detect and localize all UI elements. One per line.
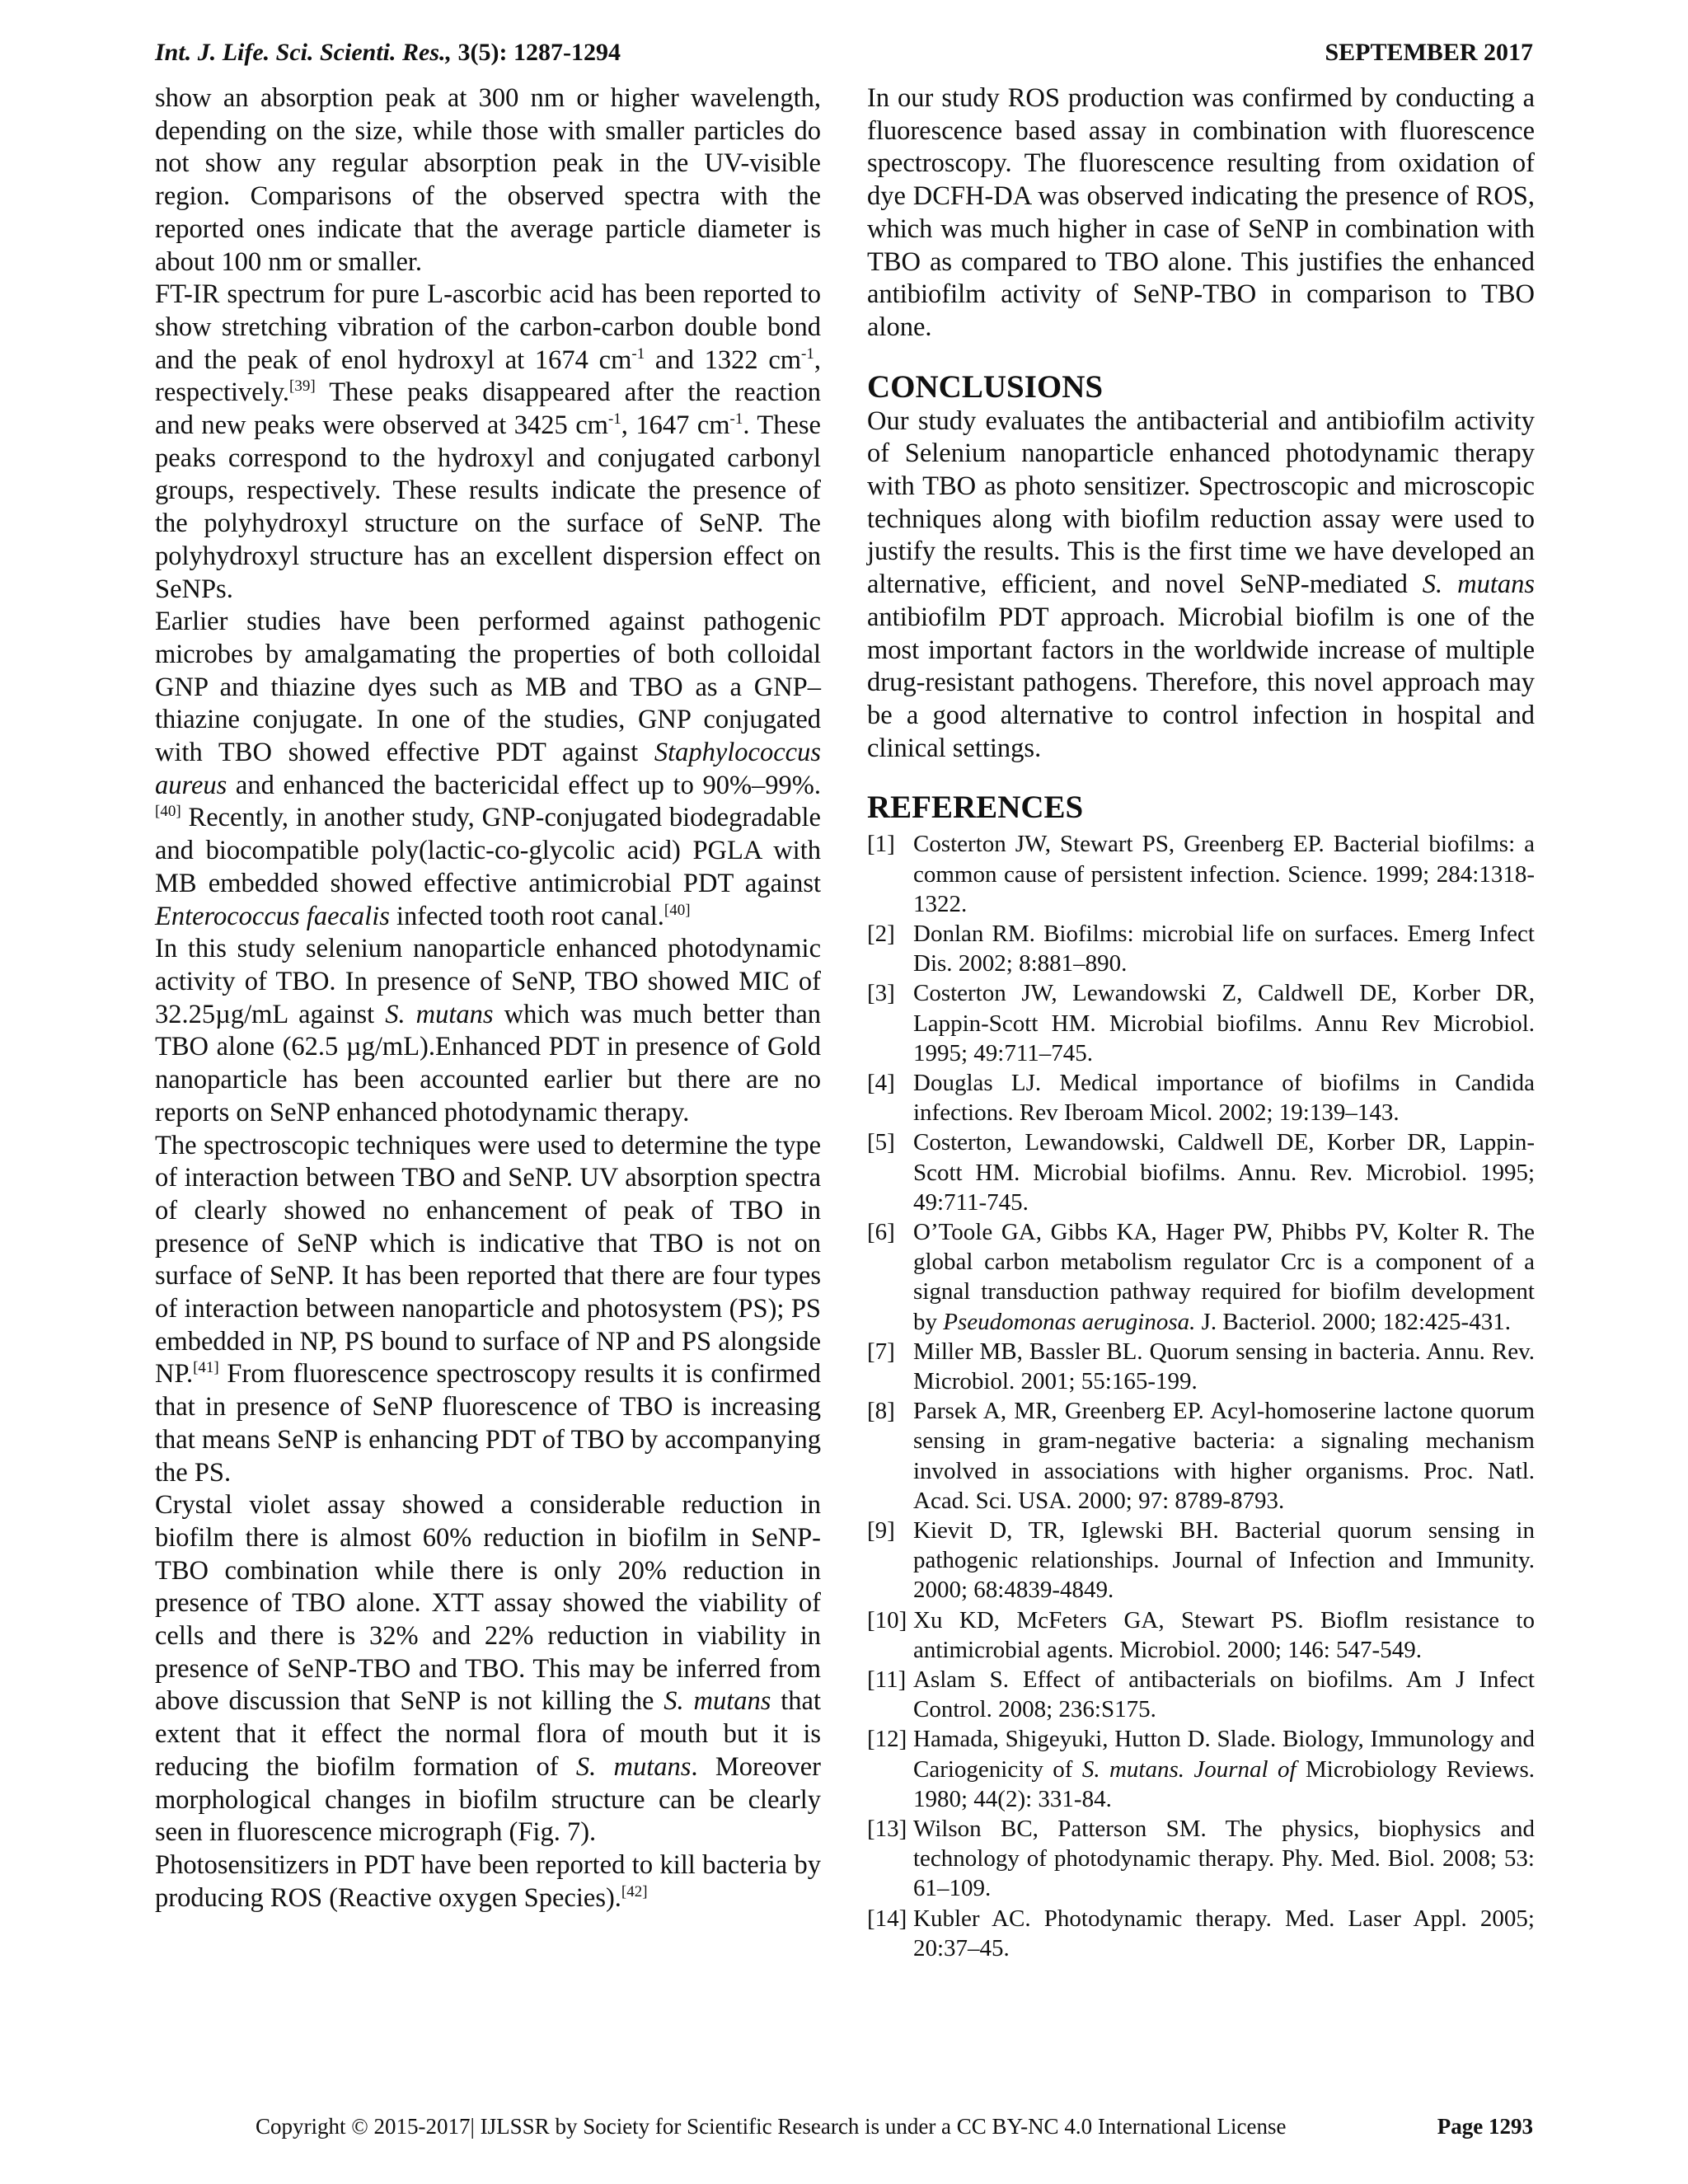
reference-item [867,1217,1535,1337]
reference-number: [10] [867,1606,907,1633]
reference-number: [6] [867,1219,895,1245]
citation-superscript: [40] [663,901,691,919]
citation-superscript: [42] [621,1882,648,1900]
text-run: Our study evaluates the antibacterial and antibiofilm activity of Selenium nanoparticle enhanced photodynamic therapy with TBO as photo sensitizer. Spectroscopic and microscopic techniques along with biofilm reduction assay were used to justify the results. This is the first time we have developed an alternative, efficient, and novel SeNP-mediated [867,405,1535,600]
reference-item [867,919,1535,978]
reference-item [867,829,1535,919]
reference-number: [7] [867,1338,895,1365]
text-run: Xu KD, McFeters GA, Stewart PS. Bioflm resistance to antimicrobial agents. Microbiol. 2000; 146: 547-549. [913,1606,1535,1663]
journal-name: Int. J. Life. Sci. Scienti. Res., [155,39,452,66]
paragraph [155,933,821,1129]
reference-text [913,1516,1535,1605]
reference-text [913,1217,1535,1337]
italic-title: S. mutans. Journal of [1081,1755,1296,1783]
text-run: and enhanced the bactericidal effect up to 90%–99%. [227,770,821,800]
superscript: -1 [631,344,645,363]
reference-text [913,919,1535,978]
reference-item [867,1724,1535,1814]
reference-number: [2] [867,920,895,947]
text-run: that extent that it effect the normal flora of mouth but it is reducing the biofilm formation of [155,1686,821,1782]
text-run: , respectively. [155,344,821,408]
reference-item [867,1068,1535,1127]
text-run: FT-IR spectrum for pure L-ascorbic acid has been reported to show stretching vibration of the carbon-carbon double bond and the peak of enol hydroxyl at 1674 cm [155,279,821,375]
reference-number: [9] [867,1517,895,1544]
reference-number: [5] [867,1129,895,1156]
text-run: Photosensitizers in PDT have been reported to kill bacteria by producing ROS (Reactive oxygen Species). [155,1849,821,1913]
text-run: O’Toole GA, Gibbs KA, Hager PW, Phibbs PV, Kolter R. The global carbon metabolism regulator Crc is a component of a signal transduction pathway required for biofilm development by [913,1219,1535,1335]
reference-text [913,829,1535,919]
text-run: The spectroscopic techniques were used to determine the type of interaction between TBO and SeNP. UV absorption spectra of clearly showed no enhancement of peak of TBO in presence of SeNP which is indicative that TBO is not on surface of SeNP. It has been reported that there are four types of interaction between nanoparticle and photosystem (PS); PS embedded in NP, PS bound to surface of NP and PS alongside NP. [155,1130,821,1390]
section-heading-conclusions: CONCLUSIONS [867,368,1104,405]
reference-item [867,1516,1535,1605]
reference-text [913,1396,1535,1516]
text-run: Costerton JW, Stewart PS, Greenberg EP. Bacterial biofilms: a common cause of persistent infection. Science. 1999; 284:1318-1322. [913,831,1535,917]
reference-item [867,1814,1535,1904]
text-run: Costerton, Lewandowski, Caldwell DE, Korber DR, Lappin-Scott HM. Microbial biofilms. Annu. Rev. Microbiol. 1995; 49:711-745. [913,1129,1535,1216]
species-name: S. mutans [663,1686,771,1717]
reference-number: [14] [867,1905,907,1932]
superscript: -1 [607,410,621,429]
citation-superscript: [40] [155,803,181,821]
text-run: and 1322 cm [645,344,802,375]
reference-text [913,1337,1535,1396]
text-run: . These peaks correspond to the hydroxyl and conjugated carbonyl groups, respectively. These results indicate the presence of the polyhydroxyl structure on the surface of SeNP. The polyhydroxyl structure has an excellent dispersion effect on SeNPs. [155,410,821,604]
paragraph [155,1130,821,1490]
species-name: Enterococcus faecalis [155,901,390,931]
paragraph: show an absorption peak at 300 nm or higher wavelength, depending on the size, while those with smaller particles do not show any regular absorption peak in the UV-visible region. Comparisons of the observed spectra with the reported ones indicate that the average particle diameter is about 100 nm or smaller. [155,83,821,277]
paragraph [155,606,821,933]
issue-date: SEPTEMBER 2017 [1325,39,1533,66]
text-run: From fluorescence spectroscopy results it is confirmed that in presence of SeNP fluorescence of TBO is increasing that means SeNP is enhancing PDT of TBO by accompanying the PS. [155,1359,821,1488]
reference-item [867,1605,1535,1665]
paragraph [155,279,821,606]
superscript: -1 [729,410,743,429]
text-run: Kievit D, TR, Iglewski BH. Bacterial quorum sensing in pathogenic relationships. Journal of Infection and Immunity. 2000; 68:4839-4849. [913,1517,1535,1604]
paragraph [867,405,1535,766]
text-run: Earlier studies have been performed against pathogenic microbes by amalgamating the properties of both colloidal GNP and thiazine dyes such as MB and TBO as a GNP–thiazine conjugate. In one of the studies, GNP conjugated with TBO showed effective PDT against [155,607,821,768]
species-name: Staphylococcus aureus [155,738,821,800]
reference-number: [11] [867,1666,907,1694]
text-run: Recently, in another study, GNP-conjugated biodegradable and biocompatible poly(lactic-co-glycolic acid) PGLA with MB embedded showed effective antimicrobial PDT against [155,803,821,898]
text-run: . Moreover morphological changes in biofilm structure can be clearly seen in fluorescence micrograph (Fig. 7). [155,1751,821,1848]
citation-superscript: [41] [193,1359,219,1377]
reference-item [867,1127,1535,1217]
text-run: J. Bacteriol. 2000; 182:425-431. [1195,1308,1511,1335]
species-name: S. mutans [385,999,494,1029]
reference-number: [3] [867,980,895,1007]
reference-number: [1] [867,831,895,858]
citation-superscript: [39] [289,377,316,396]
text-run: Hamada, Shigeyuki, Hutton D. Slade. Biology, Immunology and Cariogenicity of [913,1726,1535,1783]
species-name: Pseudomonas aeruginosa. [943,1308,1196,1335]
text-run: These peaks disappeared after the reaction and new peaks were observed at 3425 cm [155,377,821,441]
reference-item [867,1904,1535,1963]
reference-item [867,978,1535,1068]
reference-text [913,1724,1535,1814]
journal-volume: 3(5): 1287-1294 [452,39,621,66]
section-heading-references: REFERENCES [867,790,1084,826]
text-run: antibiofilm PDT approach. Microbial biofilm is one of the most important factors in the worldwide increase of multiple drug-resistant pathogens. Therefore, this novel approach may be a good alternative to control infection in hospital and clinical settings. [867,602,1535,763]
reference-text [913,1605,1535,1665]
reference-text [913,1904,1535,1963]
reference-text [913,1127,1535,1217]
superscript: -1 [801,344,814,363]
reference-text [913,1068,1535,1127]
text-run: Miller MB, Bassler BL. Quorum sensing in bacteria. Annu. Rev. Microbiol. 2001; 55:165-199. [913,1338,1535,1395]
paragraph [155,1489,821,1849]
text-run: Douglas LJ. Medical importance of biofilms in Candida infections. Rev Iberoam Micol. 2002; 19:139–143. [913,1069,1535,1127]
text-run: In this study selenium nanoparticle enhanced photodynamic activity of TBO. In presence of SeNP, TBO showed MIC of 32.25µg/mL against [155,934,821,1029]
running-header [155,33,1533,73]
text-run: Costerton JW, Lewandowski Z, Caldwell DE, Korber DR, Lappin-Scott HM. Microbial biofilms. Annu Rev Microbiol. 1995; 49:711–745. [913,980,1535,1066]
paragraph [155,1849,821,1915]
reference-text [913,1814,1535,1904]
reference-item [867,1396,1535,1516]
text-run: , 1647 cm [621,410,730,441]
reference-text [913,1665,1535,1724]
reference-list [867,829,1535,1963]
species-name: S. mutans [1422,569,1535,600]
text-run: which was much better than TBO alone (62.5 µg/mL).Enhanced PDT in presence of Gold nanoparticle has been accounted earlier but there are no reports on SeNP enhanced photodynamic therapy. [155,999,821,1127]
reference-item [867,1665,1535,1724]
reference-text [913,978,1535,1068]
copyright-notice: Copyright © 2015-2017| IJLSSR by Society for Scientific Research is under a CC BY-NC 4.0 International License [256,2113,1287,2139]
reference-number: [12] [867,1726,907,1753]
page-number: Page 1293 [1437,2113,1533,2139]
text-run: Parsek A, MR, Greenberg EP. Acyl-homoserine lactone quorum sensing in gram-negative bacteria: a signaling mechanism involved in associations with higher organisms. Proc. Natl. Acad. Sci. USA. 2000; 97: 8789-8793. [913,1398,1535,1514]
reference-number: [8] [867,1398,895,1425]
reference-number: [13] [867,1816,907,1843]
text-run: Microbiology Reviews. 1980; 44(2): 331-84. [913,1755,1535,1812]
paragraph: In our study ROS production was confirmed by conducting a fluorescence based assay in combination with fluorescence spectroscopy. The fluorescence resulting from oxidation of dye DCFH-DA was observed indicating the presence of ROS, which was much higher in case of SeNP in combination with TBO as compared to TBO alone. This justifies the enhanced antibiofilm activity of SeNP-TBO in comparison to TBO alone. [867,83,1535,342]
left-column [155,82,821,1915]
text-run: Aslam S. Effect of antibacterials on biofilms. Am J Infect Control. 2008; 236:S175. [913,1666,1535,1723]
page-footer [256,2110,1533,2143]
text-run: Donlan RM. Biofilms: microbial life on surfaces. Emerg Infect Dis. 2002; 8:881–890. [913,920,1535,977]
reference-number: [4] [867,1069,895,1096]
right-column [867,82,1535,1963]
species-name: S. mutans [575,1751,692,1782]
text-run: Wilson BC, Patterson SM. The physics, biophysics and technology of photodynamic therapy. Phy. Med. Biol. 2008; 53: 61–109. [913,1816,1535,1902]
text-run: infected tooth root canal. [389,901,664,931]
journal-citation [155,39,621,67]
text-run: Kubler AC. Photodynamic therapy. Med. Laser Appl. 2005; 20:37–45. [913,1905,1535,1961]
reference-item [867,1337,1535,1396]
text-run: Crystal violet assay showed a considerable reduction in biofilm there is almost 60% reduction in biofilm in SeNP-TBO combination while there is only 20% reduction in presence of TBO alone. XTT assay showed the viability of cells and there is 32% and 22% reduction in viability in presence of SeNP-TBO and TBO. This may be inferred from above discussion that SeNP is not killing the [155,1490,821,1717]
